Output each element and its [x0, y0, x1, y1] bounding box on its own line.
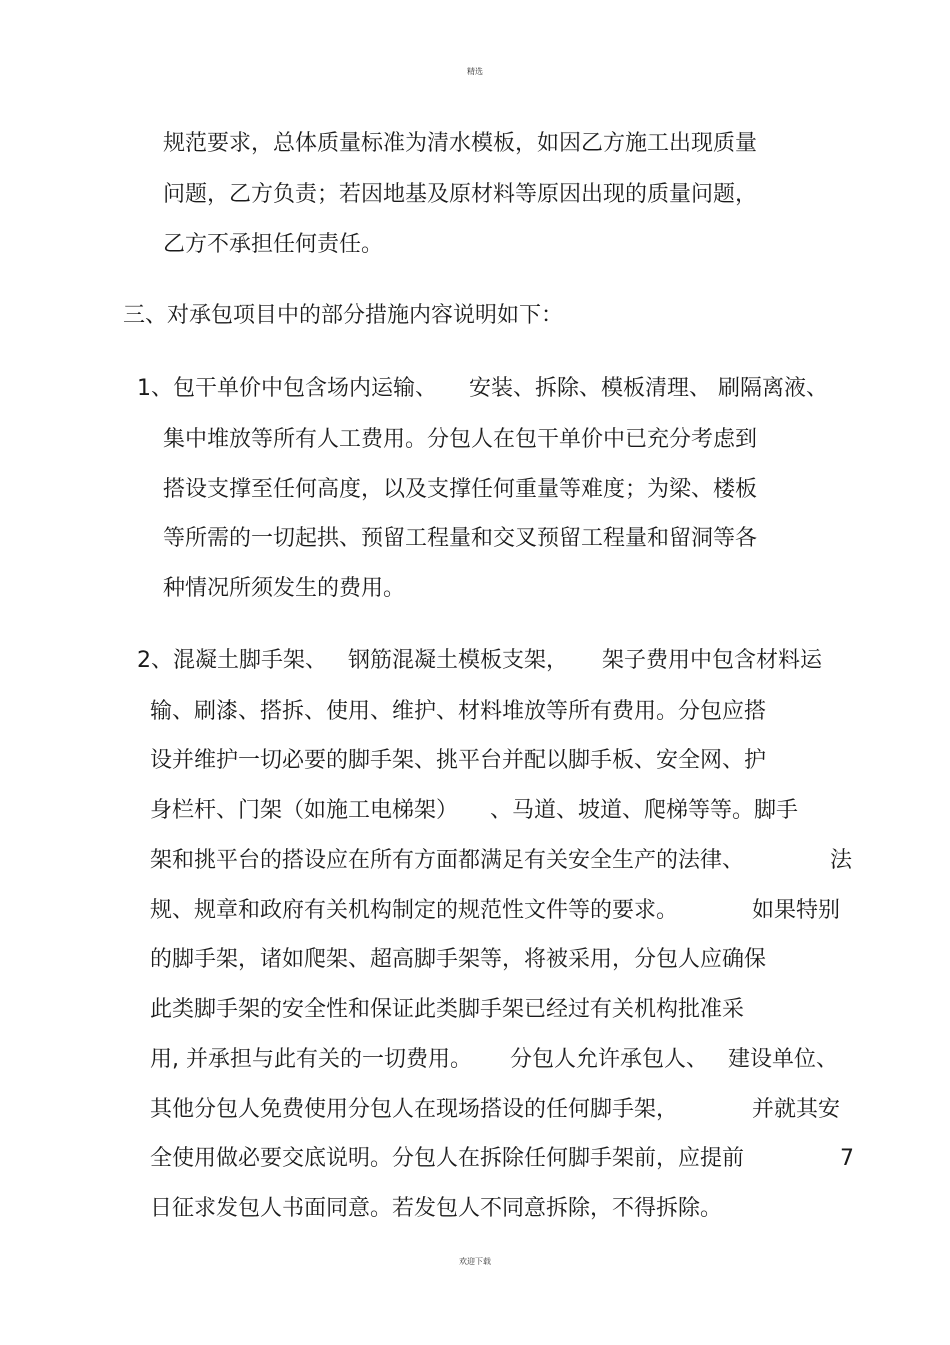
- item2-line9-part-a: 用, 并承担与此有关的一切费用。: [150, 1047, 472, 1072]
- paragraph-line: 的脚手架，诸如爬架、超高脚手架等，将被采用，分包人应确保: [150, 947, 767, 972]
- item2-line10-part-b: 并就其安: [752, 1097, 841, 1122]
- item2-line11-part-b: 7: [840, 1146, 854, 1171]
- paragraph-line: 此类脚手架的安全性和保证此类脚手架已经过有关机构批准采: [150, 997, 745, 1022]
- item2-line5-part-b: 法: [830, 848, 853, 873]
- item1-line1-part-b: 安装、拆除、模板清理、 刷隔离液、: [469, 376, 828, 401]
- item2-line11-part-a: 全使用做必要交底说明。分包人在拆除任何脚手架前，应提前: [150, 1146, 745, 1171]
- paragraph-line: 乙方不承担任何责任。: [163, 232, 384, 257]
- page-footer: 欢迎下载: [459, 1257, 491, 1266]
- item2-line10-part-a: 其他分包人免费使用分包人在现场搭设的任何脚手架，: [150, 1097, 679, 1122]
- paragraph-line: 设并维护一切必要的脚手架、挑平台并配以脚手板、安全网、护: [150, 748, 767, 773]
- item2-line6-part-a: 规、规章和政府有关机构制定的规范性文件等的要求。: [150, 898, 679, 923]
- paragraph-line: 日征求发包人书面同意。若发包人不同意拆除，不得拆除。: [150, 1196, 723, 1221]
- item2-line1-part-b: 钢筋混凝土模板支架，: [348, 648, 569, 673]
- paragraph-line: 等所需的一切起拱、预留工程量和交叉预留工程量和留洞等各: [163, 526, 758, 551]
- paragraph-line: 搭设支撑至任何高度，以及支撑任何重量等难度；为梁、楼板: [163, 477, 758, 502]
- paragraph-line: 种情况所须发生的费用。: [163, 576, 406, 601]
- section-title: 三、对承包项目中的部分措施内容说明如下：: [123, 303, 564, 328]
- paragraph-line: 规范要求，总体质量标准为清水模板，如因乙方施工出现质量: [163, 131, 758, 156]
- item2-line5-part-a: 架和挑平台的搭设应在所有方面都满足有关安全生产的法律、: [150, 848, 745, 873]
- paragraph-line: 问题，乙方负责；若因地基及原材料等原因出现的质量问题，: [163, 182, 758, 207]
- paragraph-line: 输、刷漆、搭拆、使用、维护、材料堆放等所有费用。分包应搭: [150, 699, 767, 724]
- page-header: 精选: [467, 67, 483, 76]
- item2-line9-part-c: 建设单位、: [728, 1047, 839, 1072]
- paragraph-line: 集中堆放等所有人工费用。分包人在包干单价中已充分考虑到: [163, 427, 758, 452]
- item2-line9-part-b: 分包人允许承包人、: [510, 1047, 709, 1072]
- item1-line1-part-a: 1、包干单价中包含场内运输、: [137, 376, 437, 401]
- item2-line1-part-c: 架子费用中包含材料运: [602, 648, 823, 673]
- item2-line4-part-a: 身栏杆、门架（如施工电梯架）: [150, 798, 459, 823]
- item2-line1-part-a: 2、混凝土脚手架、: [137, 648, 327, 673]
- item2-line4-part-b: 、马道、坡道、爬梯等等。脚手: [490, 798, 799, 823]
- item2-line6-part-b: 如果特别: [752, 898, 841, 923]
